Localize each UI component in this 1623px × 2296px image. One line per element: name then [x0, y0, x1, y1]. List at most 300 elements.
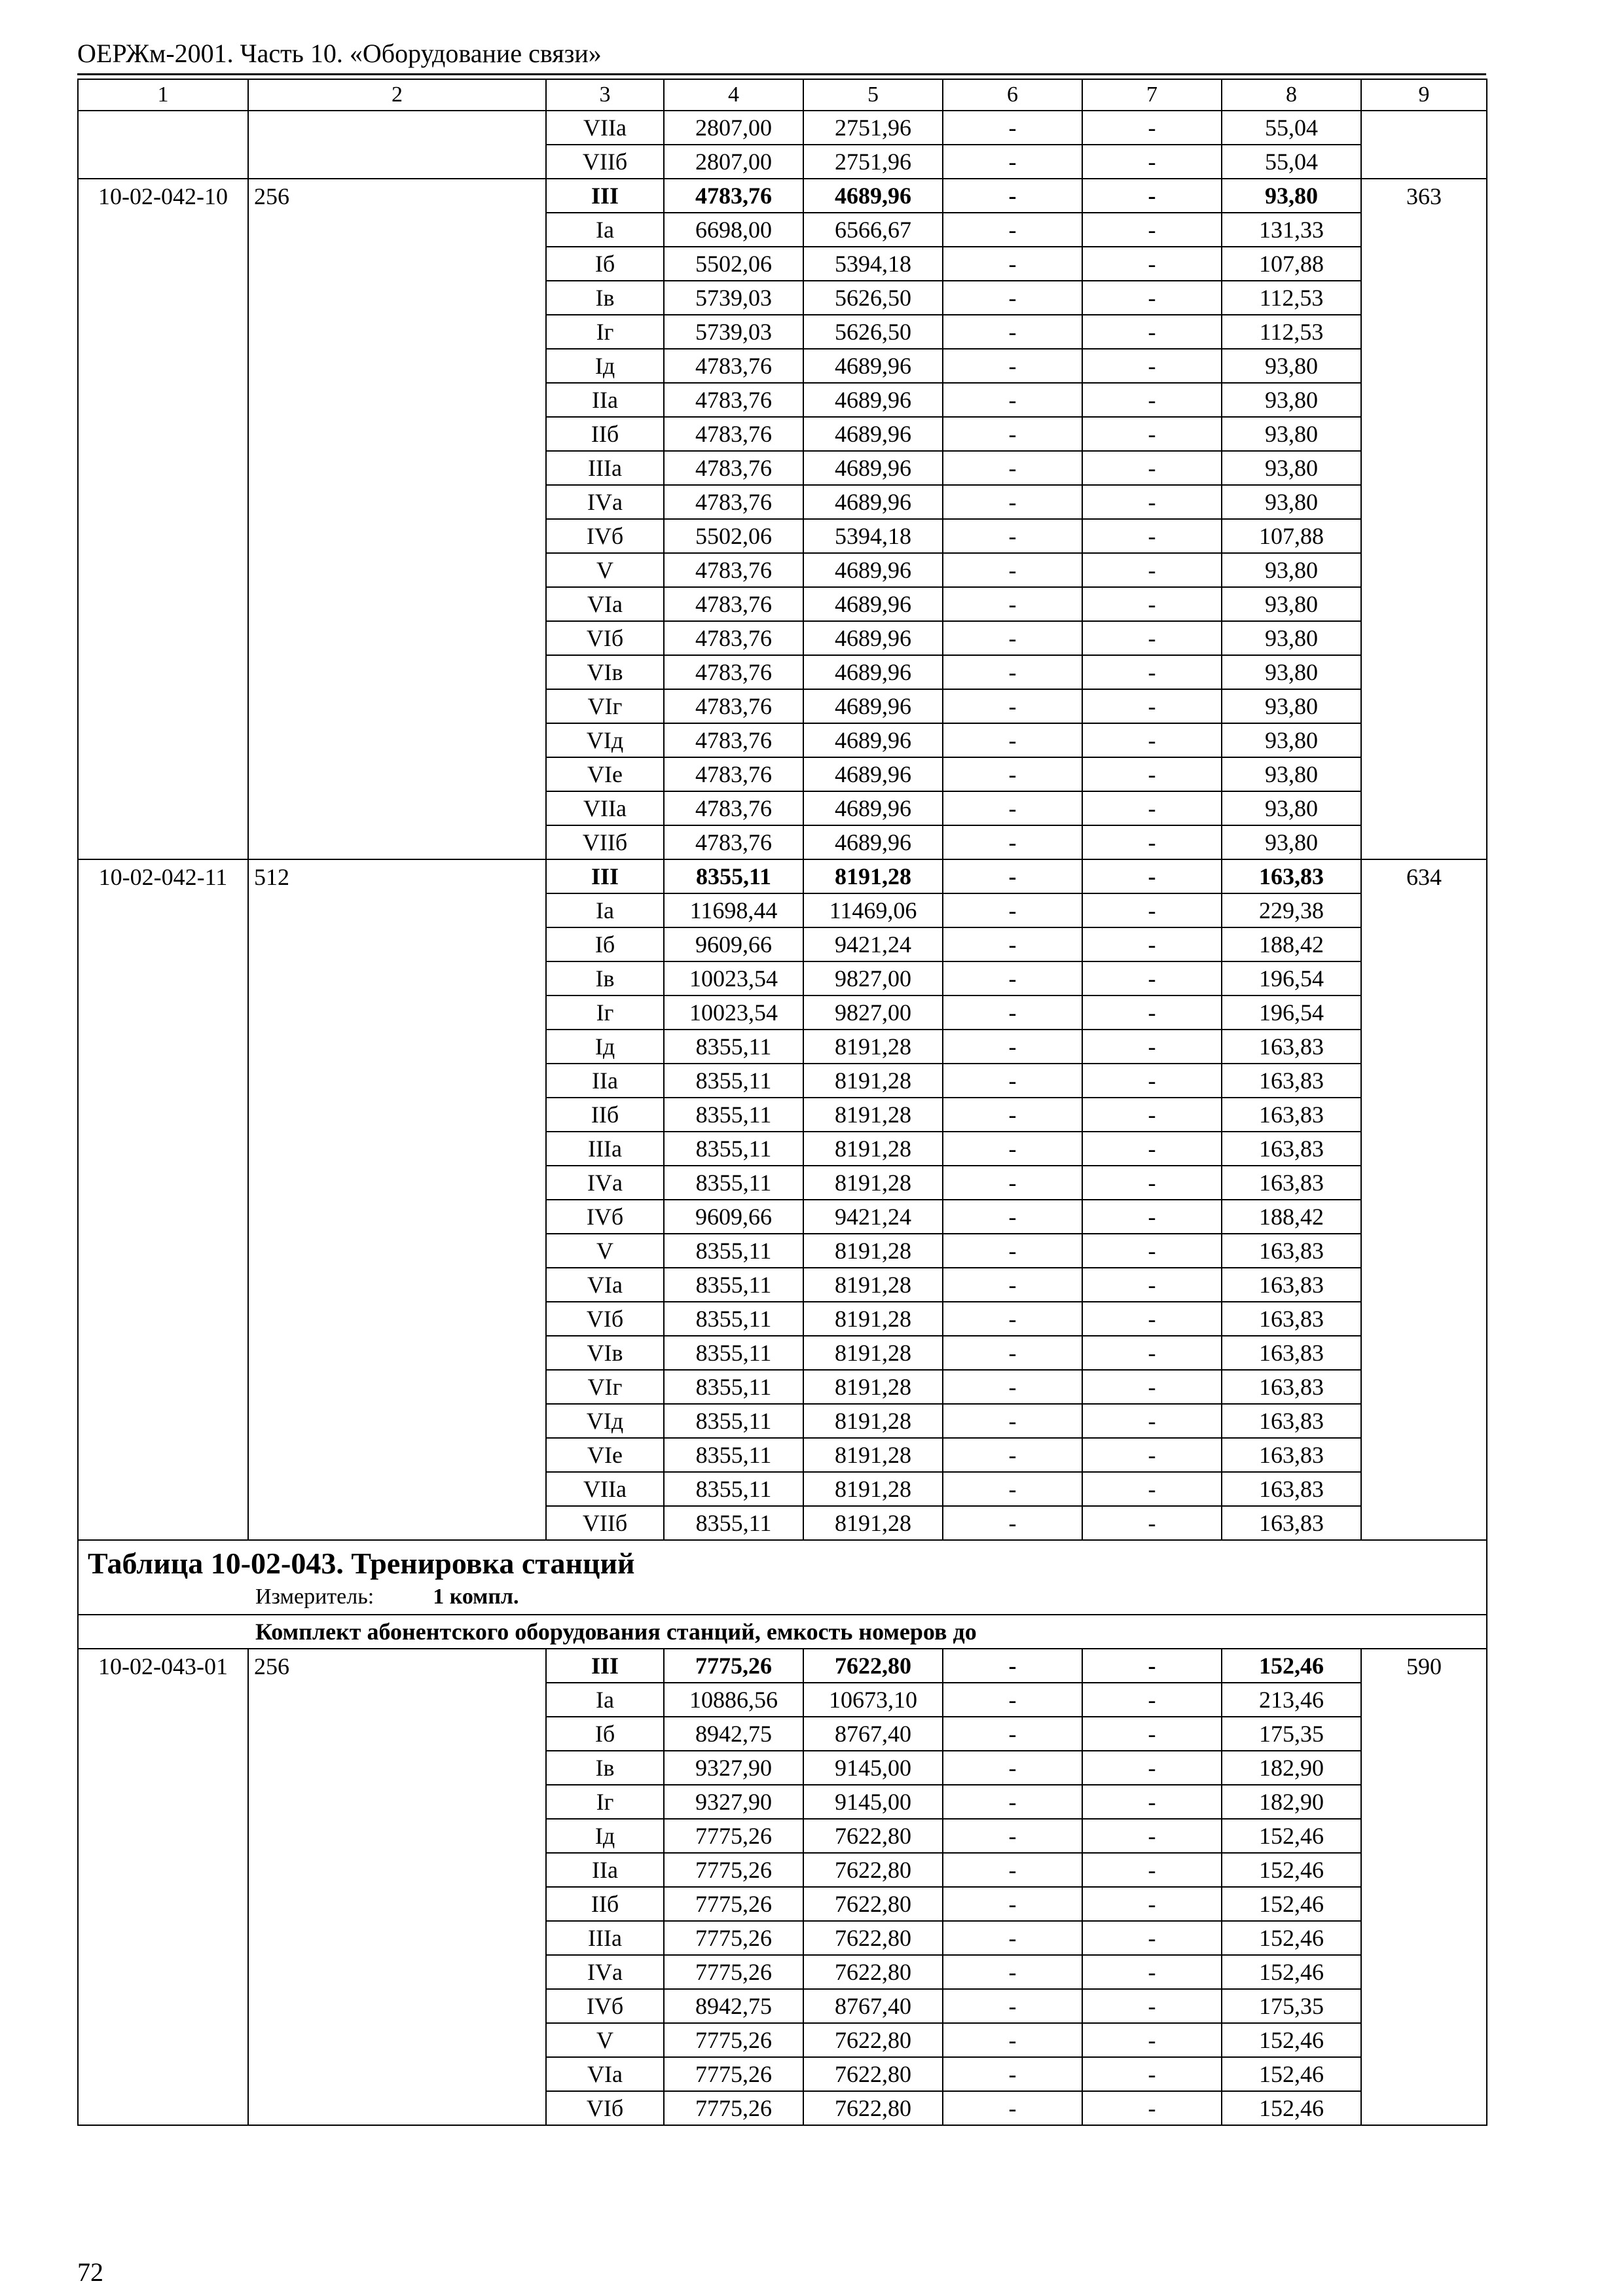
- table-row: [78, 179, 1487, 213]
- total-cost-cell: 4783,76: [664, 825, 803, 859]
- total-cost-cell: 7775,26: [664, 1955, 803, 1989]
- wage-cell: 2751,96: [803, 111, 943, 145]
- materials-cell: 163,83: [1222, 1166, 1361, 1200]
- wage-cell: 4689,96: [803, 825, 943, 859]
- wage-cell: 10673,10: [803, 1683, 943, 1717]
- column-number-9: 9: [1361, 79, 1487, 111]
- wage-cell: 8191,28: [803, 1234, 943, 1268]
- materials-cell: 182,90: [1222, 1785, 1361, 1819]
- total-cost-cell: 8355,11: [664, 1166, 803, 1200]
- zone-cell: VIIа: [546, 791, 664, 825]
- operator-wage-cell: -: [1082, 2057, 1222, 2091]
- zone-cell: VIе: [546, 757, 664, 791]
- machines-cell: -: [943, 1336, 1082, 1370]
- machines-cell: -: [943, 1132, 1082, 1166]
- rate-code: 10-02-042-10: [78, 179, 248, 859]
- operator-wage-cell: -: [1082, 1989, 1222, 2023]
- total-cost-cell: 8355,11: [664, 1132, 803, 1166]
- materials-cell: 213,46: [1222, 1683, 1361, 1717]
- wage-cell: 9827,00: [803, 996, 943, 1030]
- total-cost-cell: 4783,76: [664, 791, 803, 825]
- total-cost-cell: 6698,00: [664, 213, 803, 247]
- zone-cell: Iб: [546, 927, 664, 961]
- zone-cell: Iг: [546, 996, 664, 1030]
- materials-cell: 93,80: [1222, 587, 1361, 621]
- operator-wage-cell: -: [1082, 1234, 1222, 1268]
- column-number-row: [78, 79, 1487, 111]
- operator-wage-cell: -: [1082, 247, 1222, 281]
- zone-cell: Iг: [546, 315, 664, 349]
- materials-cell: 163,83: [1222, 1234, 1361, 1268]
- wage-cell: 4689,96: [803, 451, 943, 485]
- machines-cell: -: [943, 961, 1082, 996]
- wage-cell: 7622,80: [803, 1887, 943, 1921]
- section-cell: [78, 1540, 1487, 1615]
- total-cost-cell: 10886,56: [664, 1683, 803, 1717]
- machines-cell: -: [943, 1438, 1082, 1472]
- zone-cell: Iд: [546, 1819, 664, 1853]
- zone-cell: VIг: [546, 1370, 664, 1404]
- total-cost-cell: 9327,90: [664, 1785, 803, 1819]
- wage-cell: 8191,28: [803, 1472, 943, 1506]
- operator-wage-cell: -: [1082, 587, 1222, 621]
- materials-cell: 229,38: [1222, 893, 1361, 927]
- machines-cell: -: [943, 1268, 1082, 1302]
- section-row: [78, 1540, 1487, 1615]
- total-cost-cell: 4783,76: [664, 349, 803, 383]
- zone-cell: IIб: [546, 1098, 664, 1132]
- materials-cell: 163,83: [1222, 1472, 1361, 1506]
- total-cost-cell: 8355,11: [664, 1336, 803, 1370]
- wage-cell: 7622,80: [803, 1955, 943, 1989]
- total-cost-cell: 5739,03: [664, 281, 803, 315]
- rates-table: [77, 79, 1487, 2126]
- machines-cell: -: [943, 2091, 1082, 2125]
- zone-cell: VIг: [546, 689, 664, 723]
- materials-cell: 152,46: [1222, 1649, 1361, 1683]
- zone-cell: Iг: [546, 1785, 664, 1819]
- operator-wage-cell: -: [1082, 519, 1222, 553]
- zone-cell: IIIа: [546, 451, 664, 485]
- zone-cell: VIд: [546, 723, 664, 757]
- operator-wage-cell: -: [1082, 315, 1222, 349]
- materials-cell: 163,83: [1222, 1302, 1361, 1336]
- wage-cell: 5394,18: [803, 247, 943, 281]
- machines-cell: -: [943, 689, 1082, 723]
- zone-cell: VIб: [546, 2091, 664, 2125]
- wage-cell: 8191,28: [803, 1404, 943, 1438]
- zone-cell: Iб: [546, 1717, 664, 1751]
- zone-cell: VIIа: [546, 1472, 664, 1506]
- materials-cell: 93,80: [1222, 825, 1361, 859]
- operator-wage-cell: -: [1082, 1785, 1222, 1819]
- labor-cell: 634: [1361, 859, 1487, 1540]
- operator-wage-cell: -: [1082, 1506, 1222, 1540]
- operator-wage-cell: -: [1082, 1717, 1222, 1751]
- machines-cell: -: [943, 553, 1082, 587]
- operator-wage-cell: -: [1082, 961, 1222, 996]
- machines-cell: -: [943, 1785, 1082, 1819]
- machines-cell: -: [943, 383, 1082, 417]
- materials-cell: 152,46: [1222, 2057, 1361, 2091]
- wage-cell: 5626,50: [803, 315, 943, 349]
- zone-cell: VIв: [546, 655, 664, 689]
- total-cost-cell: 7775,26: [664, 2057, 803, 2091]
- total-cost-cell: 7775,26: [664, 1819, 803, 1853]
- machines-cell: -: [943, 996, 1082, 1030]
- machines-cell: -: [943, 1649, 1082, 1683]
- operator-wage-cell: -: [1082, 1853, 1222, 1887]
- total-cost-cell: 8355,11: [664, 1370, 803, 1404]
- total-cost-cell: 4783,76: [664, 383, 803, 417]
- page-number: 72: [77, 2257, 103, 2287]
- total-cost-cell: 9609,66: [664, 927, 803, 961]
- zone-cell: VIа: [546, 2057, 664, 2091]
- wage-cell: 4689,96: [803, 417, 943, 451]
- zone-cell: IIа: [546, 1064, 664, 1098]
- materials-cell: 93,80: [1222, 757, 1361, 791]
- total-cost-cell: 8355,11: [664, 1302, 803, 1336]
- wage-cell: 2751,96: [803, 145, 943, 179]
- machines-cell: -: [943, 1989, 1082, 2023]
- wage-cell: 8191,28: [803, 1302, 943, 1336]
- materials-cell: 131,33: [1222, 213, 1361, 247]
- materials-cell: 175,35: [1222, 1717, 1361, 1751]
- wage-cell: 8191,28: [803, 1336, 943, 1370]
- machines-cell: -: [943, 1751, 1082, 1785]
- total-cost-cell: 4783,76: [664, 655, 803, 689]
- total-cost-cell: 7775,26: [664, 1887, 803, 1921]
- operator-wage-cell: -: [1082, 1404, 1222, 1438]
- materials-cell: 107,88: [1222, 247, 1361, 281]
- section-title: Таблица 10-02-043. Тренировка станций: [88, 1547, 635, 1580]
- operator-wage-cell: -: [1082, 349, 1222, 383]
- machines-cell: -: [943, 893, 1082, 927]
- total-cost-cell: 4783,76: [664, 451, 803, 485]
- machines-cell: -: [943, 1955, 1082, 1989]
- operator-wage-cell: -: [1082, 1064, 1222, 1098]
- wage-cell: 7622,80: [803, 2023, 943, 2057]
- total-cost-cell: 5502,06: [664, 247, 803, 281]
- machines-cell: -: [943, 859, 1082, 893]
- operator-wage-cell: -: [1082, 1887, 1222, 1921]
- total-cost-cell: 5739,03: [664, 315, 803, 349]
- rate-code: 10-02-042-11: [78, 859, 248, 1540]
- materials-cell: 163,83: [1222, 1404, 1361, 1438]
- total-cost-cell: 5502,06: [664, 519, 803, 553]
- wage-cell: 6566,67: [803, 213, 943, 247]
- machines-cell: -: [943, 417, 1082, 451]
- wage-cell: 8191,28: [803, 1438, 943, 1472]
- total-cost-cell: 4783,76: [664, 417, 803, 451]
- wage-cell: 8191,28: [803, 1166, 943, 1200]
- labor-cell: 363: [1361, 179, 1487, 859]
- wage-cell: 4689,96: [803, 485, 943, 519]
- zone-cell: VIа: [546, 1268, 664, 1302]
- wage-cell: 7622,80: [803, 1819, 943, 1853]
- operator-wage-cell: -: [1082, 655, 1222, 689]
- rate-code: 10-02-043-01: [78, 1649, 248, 2125]
- wage-cell: 4689,96: [803, 723, 943, 757]
- zone-cell: VIIб: [546, 825, 664, 859]
- wage-cell: 7622,80: [803, 2091, 943, 2125]
- machines-cell: -: [943, 2057, 1082, 2091]
- materials-cell: 93,80: [1222, 621, 1361, 655]
- materials-cell: 93,80: [1222, 179, 1361, 213]
- total-cost-cell: 4783,76: [664, 553, 803, 587]
- machines-cell: -: [943, 757, 1082, 791]
- materials-cell: 152,46: [1222, 2091, 1361, 2125]
- materials-cell: 196,54: [1222, 961, 1361, 996]
- zone-cell: IVа: [546, 1166, 664, 1200]
- operator-wage-cell: -: [1082, 111, 1222, 145]
- table-row: [78, 859, 1487, 893]
- operator-wage-cell: -: [1082, 1302, 1222, 1336]
- materials-cell: 196,54: [1222, 996, 1361, 1030]
- header-rule: [77, 73, 1486, 75]
- zone-cell: VIIа: [546, 111, 664, 145]
- total-cost-cell: 8355,11: [664, 1234, 803, 1268]
- materials-cell: 93,80: [1222, 349, 1361, 383]
- materials-cell: 55,04: [1222, 111, 1361, 145]
- zone-cell: VIб: [546, 621, 664, 655]
- wage-cell: 8191,28: [803, 1064, 943, 1098]
- zone-cell: IIа: [546, 383, 664, 417]
- wage-cell: 8191,28: [803, 1506, 943, 1540]
- operator-wage-cell: -: [1082, 485, 1222, 519]
- rate-code: [78, 111, 248, 179]
- total-cost-cell: 4783,76: [664, 485, 803, 519]
- total-cost-cell: 8942,75: [664, 1717, 803, 1751]
- zone-cell: IIб: [546, 417, 664, 451]
- materials-cell: 163,83: [1222, 1438, 1361, 1472]
- operator-wage-cell: -: [1082, 1336, 1222, 1370]
- total-cost-cell: 10023,54: [664, 996, 803, 1030]
- total-cost-cell: 8355,11: [664, 1404, 803, 1438]
- machines-cell: -: [943, 145, 1082, 179]
- wage-cell: 8767,40: [803, 1717, 943, 1751]
- section-measure: [79, 1583, 1486, 1614]
- operator-wage-cell: -: [1082, 825, 1222, 859]
- materials-cell: 175,35: [1222, 1989, 1361, 2023]
- machines-cell: -: [943, 451, 1082, 485]
- operator-wage-cell: -: [1082, 383, 1222, 417]
- zone-cell: VIв: [546, 1336, 664, 1370]
- table-row: [78, 111, 1487, 145]
- materials-cell: 188,42: [1222, 1200, 1361, 1234]
- operator-wage-cell: -: [1082, 1132, 1222, 1166]
- operator-wage-cell: -: [1082, 1819, 1222, 1853]
- wage-cell: 9145,00: [803, 1785, 943, 1819]
- operator-wage-cell: -: [1082, 1955, 1222, 1989]
- zone-cell: VIIб: [546, 145, 664, 179]
- wage-cell: 8191,28: [803, 1132, 943, 1166]
- machines-cell: -: [943, 1200, 1082, 1234]
- materials-cell: 163,83: [1222, 1506, 1361, 1540]
- machines-cell: -: [943, 1302, 1082, 1336]
- wage-cell: 9827,00: [803, 961, 943, 996]
- materials-cell: 152,46: [1222, 1921, 1361, 1955]
- total-cost-cell: 11698,44: [664, 893, 803, 927]
- total-cost-cell: 7775,26: [664, 1853, 803, 1887]
- operator-wage-cell: -: [1082, 1751, 1222, 1785]
- zone-cell: IIа: [546, 1853, 664, 1887]
- materials-cell: 152,46: [1222, 2023, 1361, 2057]
- zone-cell: IVб: [546, 1989, 664, 2023]
- materials-cell: 152,46: [1222, 1887, 1361, 1921]
- total-cost-cell: 9609,66: [664, 1200, 803, 1234]
- wage-cell: 8191,28: [803, 1268, 943, 1302]
- wage-cell: 4689,96: [803, 655, 943, 689]
- measure-unit: 1 компл.: [433, 1585, 519, 1609]
- machines-cell: -: [943, 1853, 1082, 1887]
- total-cost-cell: 10023,54: [664, 961, 803, 996]
- zone-cell: Iд: [546, 349, 664, 383]
- machines-cell: -: [943, 2023, 1082, 2057]
- wage-cell: 4689,96: [803, 791, 943, 825]
- materials-cell: 152,46: [1222, 1853, 1361, 1887]
- wage-cell: 4689,96: [803, 621, 943, 655]
- wage-cell: 4689,96: [803, 349, 943, 383]
- operator-wage-cell: -: [1082, 689, 1222, 723]
- subheader-cell: Комплект абонентского оборудования станций, емкость номеров до: [78, 1615, 1487, 1649]
- zone-cell: VIе: [546, 1438, 664, 1472]
- operator-wage-cell: -: [1082, 145, 1222, 179]
- materials-cell: 163,83: [1222, 1132, 1361, 1166]
- operator-wage-cell: -: [1082, 996, 1222, 1030]
- page-header-title: ОЕРЖм-2001. Часть 10. «Оборудование связи»: [77, 39, 602, 68]
- operator-wage-cell: -: [1082, 451, 1222, 485]
- materials-cell: 93,80: [1222, 791, 1361, 825]
- operator-wage-cell: -: [1082, 621, 1222, 655]
- total-cost-cell: 7775,26: [664, 2023, 803, 2057]
- operator-wage-cell: -: [1082, 893, 1222, 927]
- operator-wage-cell: -: [1082, 281, 1222, 315]
- machines-cell: -: [943, 315, 1082, 349]
- wage-cell: 4689,96: [803, 689, 943, 723]
- total-cost-cell: 7775,26: [664, 2091, 803, 2125]
- total-cost-cell: 4783,76: [664, 757, 803, 791]
- total-cost-cell: 7775,26: [664, 1649, 803, 1683]
- machines-cell: -: [943, 281, 1082, 315]
- operator-wage-cell: -: [1082, 2023, 1222, 2057]
- total-cost-cell: 4783,76: [664, 689, 803, 723]
- machines-cell: -: [943, 587, 1082, 621]
- machines-cell: -: [943, 1098, 1082, 1132]
- wage-cell: 9421,24: [803, 927, 943, 961]
- materials-cell: 107,88: [1222, 519, 1361, 553]
- column-number-2: 2: [248, 79, 546, 111]
- machines-cell: -: [943, 1370, 1082, 1404]
- machines-cell: -: [943, 825, 1082, 859]
- table-row: [78, 1649, 1487, 1683]
- operator-wage-cell: -: [1082, 1683, 1222, 1717]
- operator-wage-cell: -: [1082, 1268, 1222, 1302]
- operator-wage-cell: -: [1082, 1472, 1222, 1506]
- zone-cell: III: [546, 179, 664, 213]
- machines-cell: -: [943, 791, 1082, 825]
- machines-cell: -: [943, 1472, 1082, 1506]
- column-number-3: 3: [546, 79, 664, 111]
- operator-wage-cell: -: [1082, 2091, 1222, 2125]
- labor-cell: [1361, 111, 1487, 179]
- measure-label: Измеритель:: [255, 1585, 374, 1609]
- total-cost-cell: 8355,11: [664, 1030, 803, 1064]
- column-number-7: 7: [1082, 79, 1222, 111]
- machines-cell: -: [943, 1683, 1082, 1717]
- machines-cell: -: [943, 1030, 1082, 1064]
- total-cost-cell: 7775,26: [664, 1921, 803, 1955]
- operator-wage-cell: -: [1082, 1200, 1222, 1234]
- rate-description: [248, 111, 546, 179]
- materials-cell: 93,80: [1222, 723, 1361, 757]
- total-cost-cell: 8355,11: [664, 1268, 803, 1302]
- zone-cell: VIа: [546, 587, 664, 621]
- wage-cell: 4689,96: [803, 383, 943, 417]
- zone-cell: VIд: [546, 1404, 664, 1438]
- machines-cell: -: [943, 621, 1082, 655]
- total-cost-cell: 8355,11: [664, 1098, 803, 1132]
- total-cost-cell: 8355,11: [664, 859, 803, 893]
- machines-cell: -: [943, 485, 1082, 519]
- machines-cell: -: [943, 1234, 1082, 1268]
- materials-cell: 163,83: [1222, 1030, 1361, 1064]
- operator-wage-cell: -: [1082, 723, 1222, 757]
- operator-wage-cell: -: [1082, 213, 1222, 247]
- operator-wage-cell: -: [1082, 1438, 1222, 1472]
- wage-cell: 4689,96: [803, 553, 943, 587]
- materials-cell: 93,80: [1222, 485, 1361, 519]
- column-number-4: 4: [664, 79, 803, 111]
- materials-cell: 93,80: [1222, 689, 1361, 723]
- operator-wage-cell: -: [1082, 1030, 1222, 1064]
- total-cost-cell: 4783,76: [664, 621, 803, 655]
- zone-cell: VIIб: [546, 1506, 664, 1540]
- rate-description: 256: [248, 179, 546, 859]
- wage-cell: 5394,18: [803, 519, 943, 553]
- wage-cell: 4689,96: [803, 587, 943, 621]
- wage-cell: 9145,00: [803, 1751, 943, 1785]
- machines-cell: -: [943, 1717, 1082, 1751]
- zone-cell: IVб: [546, 519, 664, 553]
- zone-cell: IIIа: [546, 1921, 664, 1955]
- operator-wage-cell: -: [1082, 1649, 1222, 1683]
- zone-cell: III: [546, 859, 664, 893]
- total-cost-cell: 2807,00: [664, 145, 803, 179]
- machines-cell: -: [943, 213, 1082, 247]
- wage-cell: 11469,06: [803, 893, 943, 927]
- total-cost-cell: 4783,76: [664, 587, 803, 621]
- rate-description: 512: [248, 859, 546, 1540]
- zone-cell: III: [546, 1649, 664, 1683]
- operator-wage-cell: -: [1082, 757, 1222, 791]
- materials-cell: 93,80: [1222, 655, 1361, 689]
- materials-cell: 163,83: [1222, 1268, 1361, 1302]
- materials-cell: 163,83: [1222, 1098, 1361, 1132]
- machines-cell: -: [943, 519, 1082, 553]
- wage-cell: 8767,40: [803, 1989, 943, 2023]
- zone-cell: VIб: [546, 1302, 664, 1336]
- materials-cell: 112,53: [1222, 281, 1361, 315]
- zone-cell: IIб: [546, 1887, 664, 1921]
- materials-cell: 112,53: [1222, 315, 1361, 349]
- materials-cell: 55,04: [1222, 145, 1361, 179]
- wage-cell: 7622,80: [803, 1649, 943, 1683]
- materials-cell: 163,83: [1222, 859, 1361, 893]
- zone-cell: Iв: [546, 281, 664, 315]
- zone-cell: IIIа: [546, 1132, 664, 1166]
- materials-cell: 93,80: [1222, 451, 1361, 485]
